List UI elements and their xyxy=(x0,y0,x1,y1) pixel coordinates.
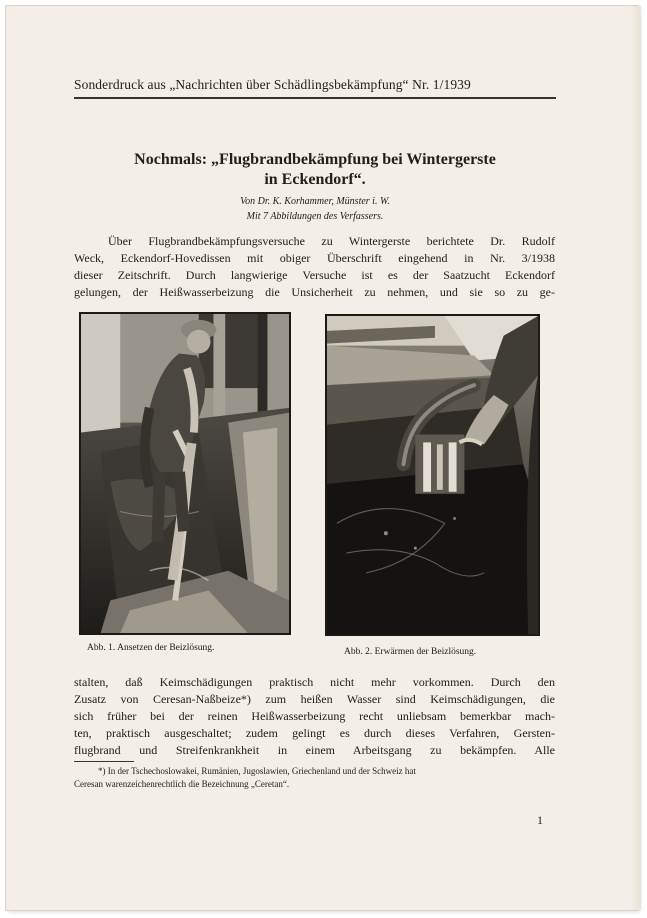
figure-2-photo xyxy=(325,314,540,636)
footnote xyxy=(74,765,556,791)
paragraph-continuation xyxy=(74,674,555,759)
paragraph-intro xyxy=(74,233,555,301)
text-line: Über Flugbrandbekämpfungsversuche zu Wintergerste berichtete Dr. Rudolf xyxy=(108,234,555,248)
text-line: flugbrand und Streifenkrankheit in einem Arbeitsgang zu bekämpfen. Alle xyxy=(74,743,555,757)
page-number: 1 xyxy=(537,813,543,827)
offprint-header: Sonderdruck aus „Nachrichten über Schädlingsbekämpfung“ Nr. 1/1939 xyxy=(74,77,471,92)
article-author: Von Dr. K. Korhammer, Münster i. W. xyxy=(240,196,390,207)
paper-edge-shadow xyxy=(631,6,641,910)
text-line: ten, praktisch ausgeschaltet; zudem gelingt es durch dieses Verfahren, Gersten- xyxy=(74,726,555,740)
text-line: sich früher bei der reinen Heißwasserbeizung recht unliebsam bemerkbar mach- xyxy=(74,709,555,723)
text-line: gelungen, der Heißwasserbeizung die Unsicherheit zu nehmen, und sie so zu ge- xyxy=(74,285,555,299)
figure-count-note: Mit 7 Abbildungen des Verfassers. xyxy=(246,211,384,222)
text-line: Zusatz von Ceresan-Naßbeize*) zum heißen Wasser sind Keimschädigungen, die xyxy=(74,692,555,706)
text-line: dieser Zeitschrift. Durch langwierige Versuche ist es der Saatzucht Eckendorf xyxy=(74,268,555,282)
figure-2-caption: Abb. 2. Erwärmen der Beizlösung. xyxy=(344,647,477,657)
figure-1-photo xyxy=(79,312,291,635)
header-rule xyxy=(74,97,556,99)
footnote-line: *) In der Tschechoslowakei, Rumänien, Jugoslawien, Griechenland und der Schweiz hat xyxy=(98,766,416,776)
text-line: Weck, Eckendorf-Hovedissen mit obiger Überschrift eingehend in Nr. 3/1938 xyxy=(74,251,555,265)
article-title-line-1: Nochmals: „Flugbrandbekämpfung bei Wintergerste xyxy=(134,151,496,168)
photo-heating-pipe xyxy=(327,316,538,634)
text-line: stalten, daß Keimschädigungen praktisch nicht mehr vorkommen. Durch den xyxy=(74,675,555,689)
footnote-line: Ceresan warenzeichenrechtlich die Bezeichnung „Ceretan“. xyxy=(74,779,290,789)
figure-1-caption: Abb. 1. Ansetzen der Beizlösung. xyxy=(87,643,215,653)
photo-worker-at-tank xyxy=(81,314,289,633)
footnote-rule xyxy=(74,761,134,762)
article-title xyxy=(74,150,556,190)
article-title-line-2: in Eckendorf“. xyxy=(264,171,366,188)
